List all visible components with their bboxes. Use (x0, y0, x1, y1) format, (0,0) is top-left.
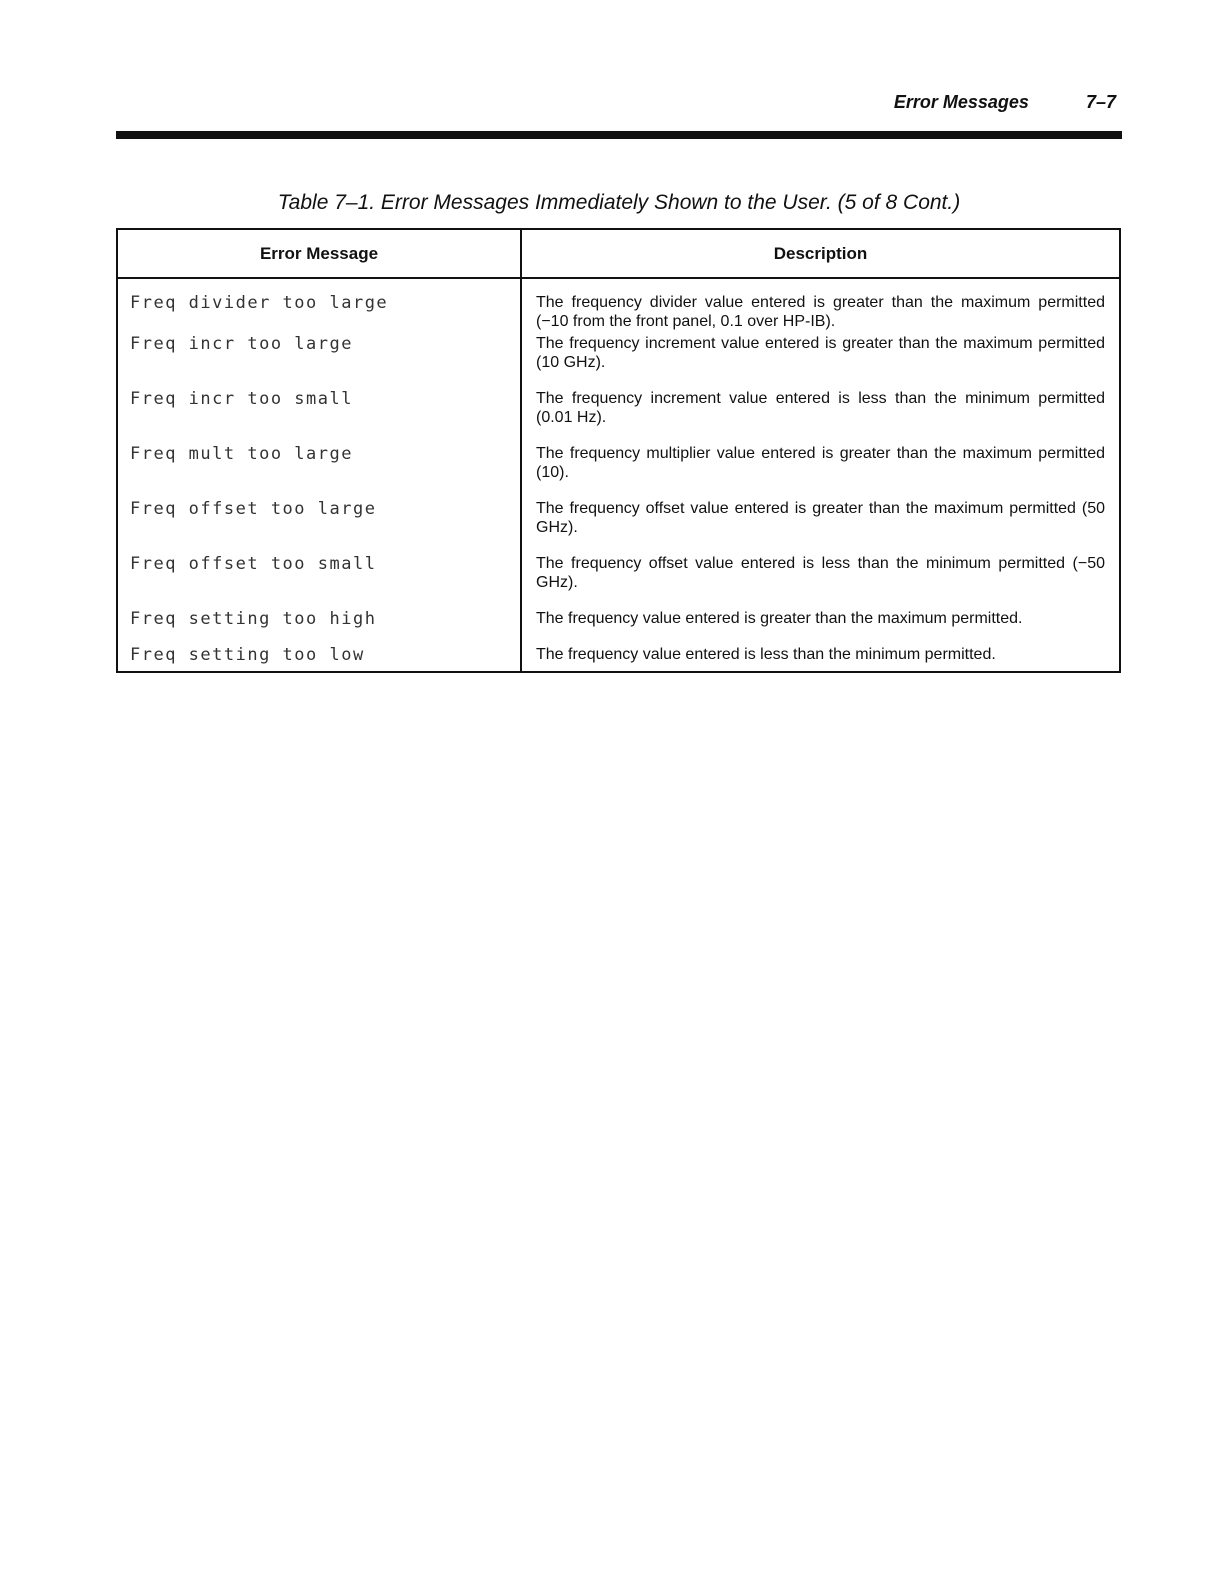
table-row (117, 609, 1120, 645)
table-row (117, 278, 1120, 334)
header-rule (116, 131, 1122, 139)
column-header-error-message: Error Message (117, 229, 521, 278)
column-header-description: Description (521, 229, 1120, 278)
error-description: The frequency divider value entered is greater than the maximum permitted (−10 from the front panel, 0.1 over HP-IB). (536, 294, 1105, 330)
error-messages-table (116, 228, 1121, 673)
error-description: The frequency value entered is greater than the maximum permitted. (536, 610, 1023, 627)
error-message: Freq incr too large (117, 334, 521, 389)
error-description: The frequency increment value entered is less than the minimum permitted (0.01 Hz). (536, 390, 1105, 426)
error-message: Freq setting too low (117, 645, 521, 672)
error-description: The frequency offset value entered is less than the minimum permitted (−50 GHz). (536, 555, 1105, 591)
error-message: Freq incr too small (117, 389, 521, 444)
error-description: The frequency offset value entered is greater than the maximum permitted (50 GHz). (536, 500, 1105, 536)
table-row (117, 389, 1120, 444)
error-message: Freq divider too large (117, 278, 521, 334)
table-header-row (117, 229, 1120, 278)
error-message: Freq mult too large (117, 444, 521, 499)
running-header (894, 92, 1116, 113)
error-message: Freq offset too small (117, 554, 521, 609)
error-description: The frequency increment value entered is greater than the maximum permitted (10 GHz). (536, 335, 1105, 371)
table-row (117, 645, 1120, 672)
error-message: Freq setting too high (117, 609, 521, 645)
error-message: Freq offset too large (117, 499, 521, 554)
table-row (117, 444, 1120, 499)
table-row (117, 499, 1120, 554)
error-description: The frequency value entered is less than the minimum permitted. (536, 646, 996, 663)
table-row (117, 334, 1120, 389)
page-number: 7–7 (1085, 92, 1116, 112)
error-description: The frequency multiplier value entered is greater than the maximum permitted (10). (536, 445, 1105, 481)
table-row (117, 554, 1120, 609)
table-caption: Table 7–1. Error Messages Immediately Shown to the User. (5 of 8 Cont.) (277, 191, 961, 214)
section-title: Error Messages (893, 92, 1029, 112)
